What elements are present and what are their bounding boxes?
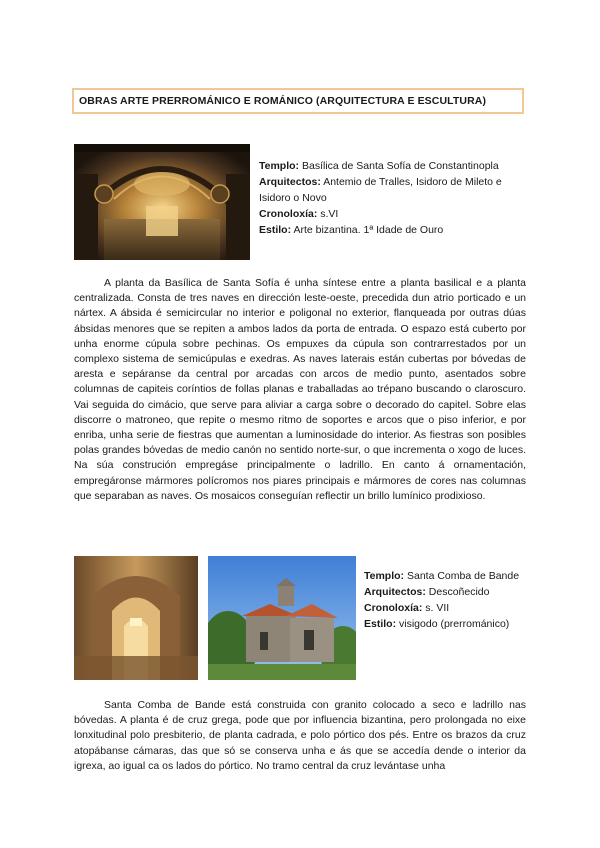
- entry2-arquitectos: Arquitectos: Descoñecido: [364, 586, 490, 598]
- hagia-sophia-image: [74, 144, 250, 260]
- entry1-estilo: Estilo: Arte bizantina. 1ª Idade de Ouro: [259, 224, 444, 236]
- entry2-info: [364, 568, 526, 632]
- entry2-cronoloxia: Cronoloxía: s. VII: [364, 602, 450, 614]
- entry2-estilo: Estilo: visigodo (prerrománico): [364, 618, 510, 630]
- document-title: OBRAS ARTE PRERROMÁNICO E ROMÁNICO (ARQUITECTURA E ESCULTURA): [79, 95, 487, 107]
- santa-comba-interior-image: [74, 556, 198, 680]
- entry2-paragraph: Santa Comba de Bande está construida con granito colocado a seco e ladrillo nas bóvedas. A planta é de cruz grega, pode que por influencia bizantina, pero prolongada no eixe lonxitudinal polo presbiterio, de planta cadrada, e polo pórtico dos pés. Entre os brazos da cruz atopábanse cámaras, das que só se conserva unha e ás que se accedía dende o interior da igrexa, ao igual ca os lados do pórtico. No tramo central da cruz levántase unha: [74, 699, 526, 772]
- entry1-info: [259, 158, 529, 238]
- santa-comba-exterior-image: [208, 556, 356, 680]
- entry2-templo: Templo: Santa Comba de Bande: [364, 570, 520, 582]
- entry1-paragraph: A planta da Basílica de Santa Sofía é unha síntese entre a planta basilical e a planta centralizada. Consta de tres naves en dirección leste-oeste, precedida dun atrio porticado e un nártex. A ábsida é semicircular no interior e poligonal no exterior, flanqueada por outras dúas ábsidas menores que se repiten a ambos lados da porta de entrada. O espazo está cuberto por unha enorme cúpula sobre pechinas. Os empuxes da cúpula son contrarrestados por un complexo sistema de semicúpulas e exedras. As naves laterais están cubertas por bóvedas de aresta e sepáranse da central por arcadas con arcos de medio punto, asentados sobre columnas de capiteis coríntios de follas planas e traballadas ao trépano buscando o claroscuro. Vai seguida do cimácio, que serve para aliviar a carga sobre o decorado do capitel. Sobre elas discorre o matroneo, que repite o mesmo ritmo de soportes e arcos que o piso inferior, e por enriba, unha serie de fiestras que aumentan a luminosidade do interior. As fiestras son posibles polas grandes bóvedas de medio canón no sentido norte-sur, o que incrementa o xogo de luces. Na súa construción empregáse principalmente o ladrillo. En canto á ornamentación, empregáronse mármores polícromos nos piares principais e mármores de cores nas columnas que separaban as naves. Os mosaicos conseguían reflectir un brillo lumínico prodixioso.: [74, 277, 526, 502]
- entry1-templo: Templo: Basílica de Santa Sofía de Constantinopla: [259, 160, 499, 172]
- entry1-arquitectos: Arquitectos: Antemio de Tralles, Isidoro de Mileto e Isidoro o Novo: [259, 176, 502, 204]
- entry1-cronoloxia: Cronoloxía: s.VI: [259, 208, 339, 220]
- document-title-box: [72, 88, 524, 114]
